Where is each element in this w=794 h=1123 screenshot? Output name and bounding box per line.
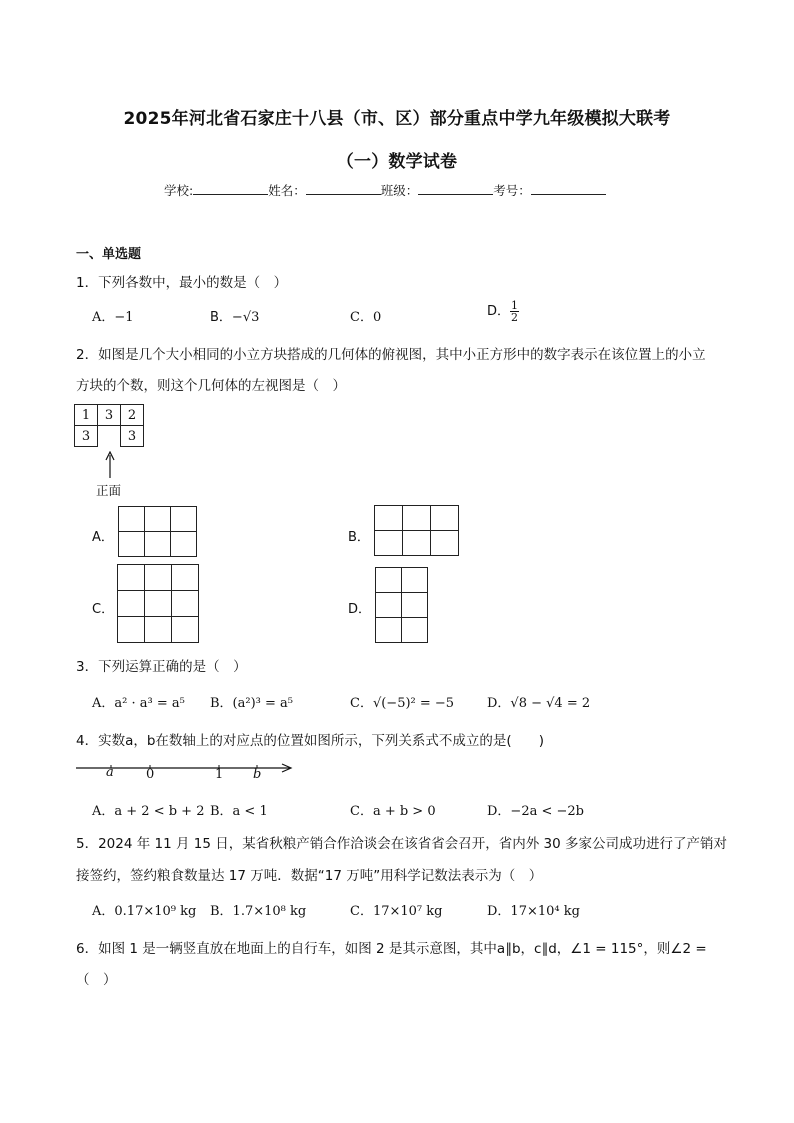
school-blank <box>193 182 268 195</box>
q4-option-b: B．a < 1 <box>210 804 268 819</box>
name-blank <box>306 182 381 195</box>
view-cell <box>431 531 459 556</box>
axis-label-zero: 0 <box>146 767 155 782</box>
q4-option-c: C．a + b > 0 <box>350 804 436 819</box>
axis-label-one: 1 <box>215 767 224 782</box>
view-cell <box>145 532 171 557</box>
view-cell <box>376 618 402 643</box>
view-cell <box>402 618 428 643</box>
view-cell <box>145 507 171 532</box>
front-arrow-icon <box>104 451 116 479</box>
axis-label-a: a <box>106 765 114 780</box>
view-cell <box>118 591 145 617</box>
q2-option-c-view <box>117 564 199 643</box>
q2-option-b-view <box>374 505 459 556</box>
q2-option-d-view <box>375 567 428 643</box>
view-cell <box>376 568 402 593</box>
fraction-denominator: 2 <box>511 311 519 324</box>
q5-option-a: A．0.17×10⁹ kg <box>92 904 197 919</box>
q1-stem: 1．下列各数中，最小的数是（ ） <box>76 275 288 291</box>
view-cell <box>172 591 199 617</box>
q2-option-a-view <box>118 506 197 557</box>
top-view-cell: 2 <box>121 405 144 426</box>
exam-number-blank <box>531 182 606 195</box>
view-cell <box>145 591 172 617</box>
q2-stem-line2: 方块的个数，则这个几何体的左视图是（ ） <box>76 378 346 394</box>
q2-top-view-grid <box>74 404 144 447</box>
view-cell <box>402 593 428 618</box>
top-view-cell: 3 <box>75 426 98 447</box>
top-view-cell: 1 <box>75 405 98 426</box>
view-cell <box>172 617 199 643</box>
student-info-line <box>164 181 606 199</box>
top-view-empty-cell <box>98 426 121 447</box>
view-cell <box>171 532 197 557</box>
q6-stem-line2: （ ） <box>76 972 117 988</box>
exam-title-line1: 2025年河北省石家庄十八县（市、区）部分重点中学九年级模拟大联考 <box>123 109 671 129</box>
exam-number-label: 考号： <box>493 183 531 198</box>
q3-option-a: A．a² · a³ = a⁵ <box>92 696 185 711</box>
q4-option-a: A．a + 2 < b + 2 <box>92 804 205 819</box>
class-blank <box>418 182 493 195</box>
view-cell <box>171 507 197 532</box>
view-cell <box>145 617 172 643</box>
school-label: 学校: <box>164 183 194 198</box>
view-cell <box>119 507 145 532</box>
q5-stem-line2: 接签约，签约粮食数量达 17 万吨．数据“17 万吨”用科学记数法表示为（ ） <box>76 868 543 884</box>
view-cell <box>375 506 403 531</box>
q1-option-d-fraction <box>510 300 519 323</box>
q5-stem-line1: 5．2024 年 11 月 15 日，某省秋粮产销合作洽谈会在该省省会召开，省内外 30 多家公司成功进行了产销对 <box>76 836 728 852</box>
q4-option-d: D．−2a < −2b <box>487 804 584 819</box>
exam-title-line2: （一）数学试卷 <box>336 152 458 172</box>
q1-option-b-expr: −√3 <box>231 310 260 325</box>
q5-option-c: C．17×10⁷ kg <box>350 904 443 919</box>
q1-option-d <box>487 300 519 323</box>
view-cell <box>431 506 459 531</box>
view-cell <box>375 531 403 556</box>
q1-option-a: A．−1 <box>92 310 134 325</box>
class-label: 班级： <box>380 183 419 198</box>
q3-option-c: C．√(−5)² = −5 <box>350 696 455 711</box>
q3-option-d: D．√8 − √4 = 2 <box>487 696 591 711</box>
front-label: 正面 <box>96 483 122 498</box>
q1-option-c: C．0 <box>350 310 382 325</box>
q2-option-b-label: B． <box>348 530 370 545</box>
q2-option-c-label: C． <box>92 602 115 617</box>
top-view-cell: 3 <box>121 426 144 447</box>
view-cell <box>403 531 431 556</box>
q5-option-b: B．1.7×10⁸ kg <box>210 904 307 919</box>
name-label: 姓名： <box>268 183 306 198</box>
q3-option-b: B．(a²)³ = a⁵ <box>210 696 293 711</box>
q2-option-a-label: A． <box>92 530 114 545</box>
view-cell <box>403 506 431 531</box>
view-cell <box>119 532 145 557</box>
q2-option-d-label: D． <box>348 602 372 617</box>
view-cell <box>402 568 428 593</box>
view-cell <box>118 617 145 643</box>
q3-stem: 3．下列运算正确的是（ ） <box>76 659 247 675</box>
q1-option-d-label: D． <box>487 304 511 319</box>
q4-stem: 4．实数a，b在数轴上的对应点的位置如图所示，下列关系式不成立的是( ) <box>76 733 544 749</box>
q2-stem-line1: 2．如图是几个大小相同的小立方块搭成的几何体的俯视图，其中小正方形中的数字表示在该位置上的小立 <box>76 347 706 363</box>
view-cell <box>376 593 402 618</box>
q6-stem-line1: 6．如图 1 是一辆竖直放在地面上的自行车，如图 2 是其示意图，其中a∥b，c∥d，∠1 = 115°，则∠2 = <box>76 941 707 957</box>
q1-option-b <box>210 306 259 325</box>
q1-option-b-label: B． <box>210 310 232 325</box>
view-cell <box>172 565 199 591</box>
q5-option-d: D．17×10⁴ kg <box>487 904 580 919</box>
fraction-numerator: 1 <box>511 299 519 312</box>
top-view-cell: 3 <box>98 405 121 426</box>
axis-label-b: b <box>253 767 262 782</box>
view-cell <box>145 565 172 591</box>
view-cell <box>118 565 145 591</box>
section-title: 一、单选题 <box>76 247 142 262</box>
